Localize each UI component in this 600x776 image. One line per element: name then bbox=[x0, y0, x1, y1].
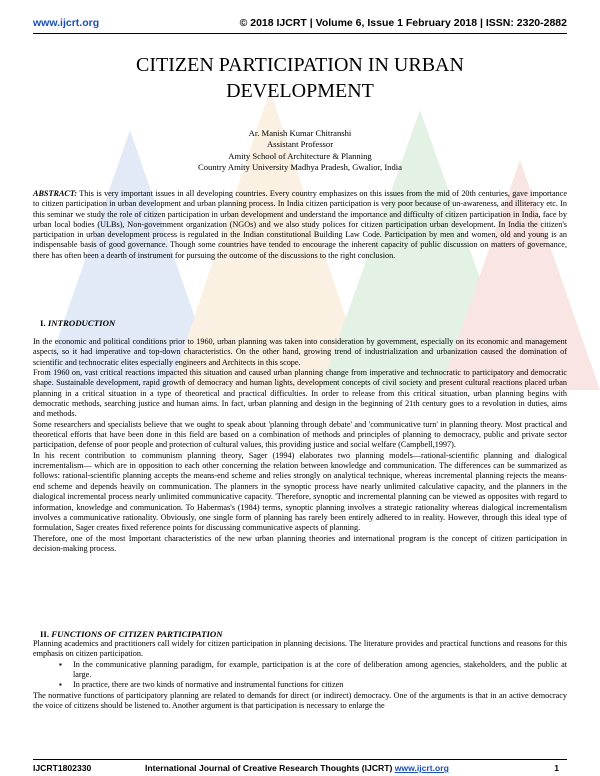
functions-body bbox=[33, 639, 567, 711]
abstract bbox=[33, 189, 567, 261]
page-footer bbox=[33, 763, 567, 775]
section-heading-introduction: I. INTRODUCTION bbox=[40, 318, 116, 328]
bullet-list bbox=[33, 660, 567, 691]
section-heading-functions: II. FUNCTIONS OF CITIZEN PARTICIPATION bbox=[40, 629, 223, 639]
paragraph: From 1960 on, vast critical reactions impacted this situation and caused urban planning change from imperative and technocratic to participatory and democratic shape. Sustainable development, rapid growth of democracy and human lights, development concepts of civil society and present cultural reactions placed urban planning in a critical situation in a type of theoretical and practical difficulties. In order to release from this critical situation, urban planning begins with democratic methods, searching justice and human aims. In fact, urban planning and design in the beginning of 21th century goes to a revolution in duties, aims and methods. bbox=[33, 368, 567, 419]
header-site-link[interactable]: www.ijcrt.org bbox=[33, 17, 100, 29]
author-block bbox=[40, 128, 560, 174]
header-issue-info: © 2018 IJCRT | Volume 6, Issue 1 February 2018 | ISSN: 2320-2882 bbox=[239, 17, 567, 29]
list-item: ▪ In practice, there are two kinds of normative and instrumental functions for citizen bbox=[73, 680, 567, 690]
paragraph: Planning academics and practitioners call widely for citizen participation in planning decisions. The literature provides and practical functions and reasons for this emphasis on citizen participation. bbox=[33, 639, 567, 659]
page-number: 1 bbox=[554, 763, 559, 773]
list-item: ▪ In the communicative planning paradigm, for example, participation is at the core of deliberation among agencies, stakeholders, and the public at large. bbox=[73, 660, 567, 681]
journal-name: International Journal of Creative Research Thoughts (IJCRT) www.ijcrt.org bbox=[145, 763, 449, 773]
header-rule bbox=[33, 33, 567, 34]
footer-site-link[interactable]: www.ijcrt.org bbox=[394, 763, 449, 773]
introduction-body bbox=[33, 337, 567, 554]
abstract-text: This is very important issues in all developing countries. Every country emphasizes on this issues from the mid of 20th centuries, gave importance to citizen participation in urban development and urban planning process. In India citizen participation is very poor because of un-awareness, and illiteracy etc. In this seminar we study the role of citizen participation in urban development and understand the importance and difficulty of citizen participation in India, face by urban local bodies (ULBs), Non-government organization (NGOs) and we also study polices for citizen participation urban development. In India the citizen's participation in urban development process is regulated in the Indian constitutional Building Law Code. Participation by men and women, old and young is an indispensable basis of good governance. Though some countries have tended to encourage the inherent capacity of public discussion on matters of governance, there has often been a dearth of instrument for pursuing the outcome of the discussions to the right conclusion. bbox=[33, 189, 567, 260]
author-dept: Amity School of Architecture & Planning bbox=[228, 150, 372, 161]
author-name: Ar. Manish Kumar Chitranshi bbox=[248, 128, 352, 138]
page-header bbox=[33, 17, 567, 31]
author-univ: Country Amity University Madhya Pradesh, Gwalior, India bbox=[198, 162, 402, 173]
paragraph: In the economic and political conditions prior to 1960, urban planning was taken into consideration by government, especially on its economic and management aspects, so it had imperative and top-down characteristics. On the other hand, growing trend of industrialization and urbanization caused the domination of scientific and technocratic elites especially engineers and Architects in this scope. bbox=[33, 337, 567, 367]
paragraph: Therefore, one of the most Important characteristics of the new urban planning theories and international program is the concept of citizen participation in decision-making process. bbox=[33, 533, 567, 553]
paragraph: Some researchers and specialists believe that we ought to speak about 'planning through debate' and 'communicative turn' in planning theory. Most practical and theoretical efforts that have been done in this field are based on a combination of methods and principles of planning to democracy, public and private sector participation, defense of poor people and protection of cultural values, this providing justice and social welfare (Campbell,1997). bbox=[33, 419, 567, 450]
abstract-label: ABSTRACT: bbox=[33, 189, 77, 198]
author-role: Assistant Professor bbox=[266, 139, 334, 150]
paper-code: IJCRT1802330 bbox=[33, 763, 92, 773]
footer-rule bbox=[33, 759, 567, 760]
paragraph: In his recent contribution to communism planning theory, Sager (1994) elaborates two planning models—rational-scientific planning and dialogical incrementalism— which are in opposition to each other concerning the relation between knowledge and communication. The differences can be summarized as follows: rational-scientific planning accepts the means-end scheme and relies strongly on analytical technique, whereas incremental planning rejects the means-end scheme and depends heavily on communication. The planners in the synoptic process have nearly unlimited calculative capacity, and the planners in the dialogical incremental process nearly unlimited communicative capacity. 'Therefore, synoptic and incremental planning can be viewed as opposites with regard to information, knowledge and communication. To Habermas's (1984) terms, synoptic planning involves a strategic rationality whereas dialogical incrementalism involves a communicative rationality. Obviously, one single form of planning has rarely been entirely adhered to in reality. However, through this ideal type of formulation, Sager creates fixed reference points for discussing communicative aspects of planning. bbox=[33, 450, 567, 533]
paper-title: CITIZEN PARTICIPATION IN URBAN DEVELOPMENT bbox=[136, 54, 464, 102]
paragraph: The normative functions of participatory planning are related to demands for direct (or indirect) democracy. One of the arguments is that in an active democracy the voice of citizens should be listened to. Another argument is that participation is necessary to enlarge the bbox=[33, 690, 567, 711]
